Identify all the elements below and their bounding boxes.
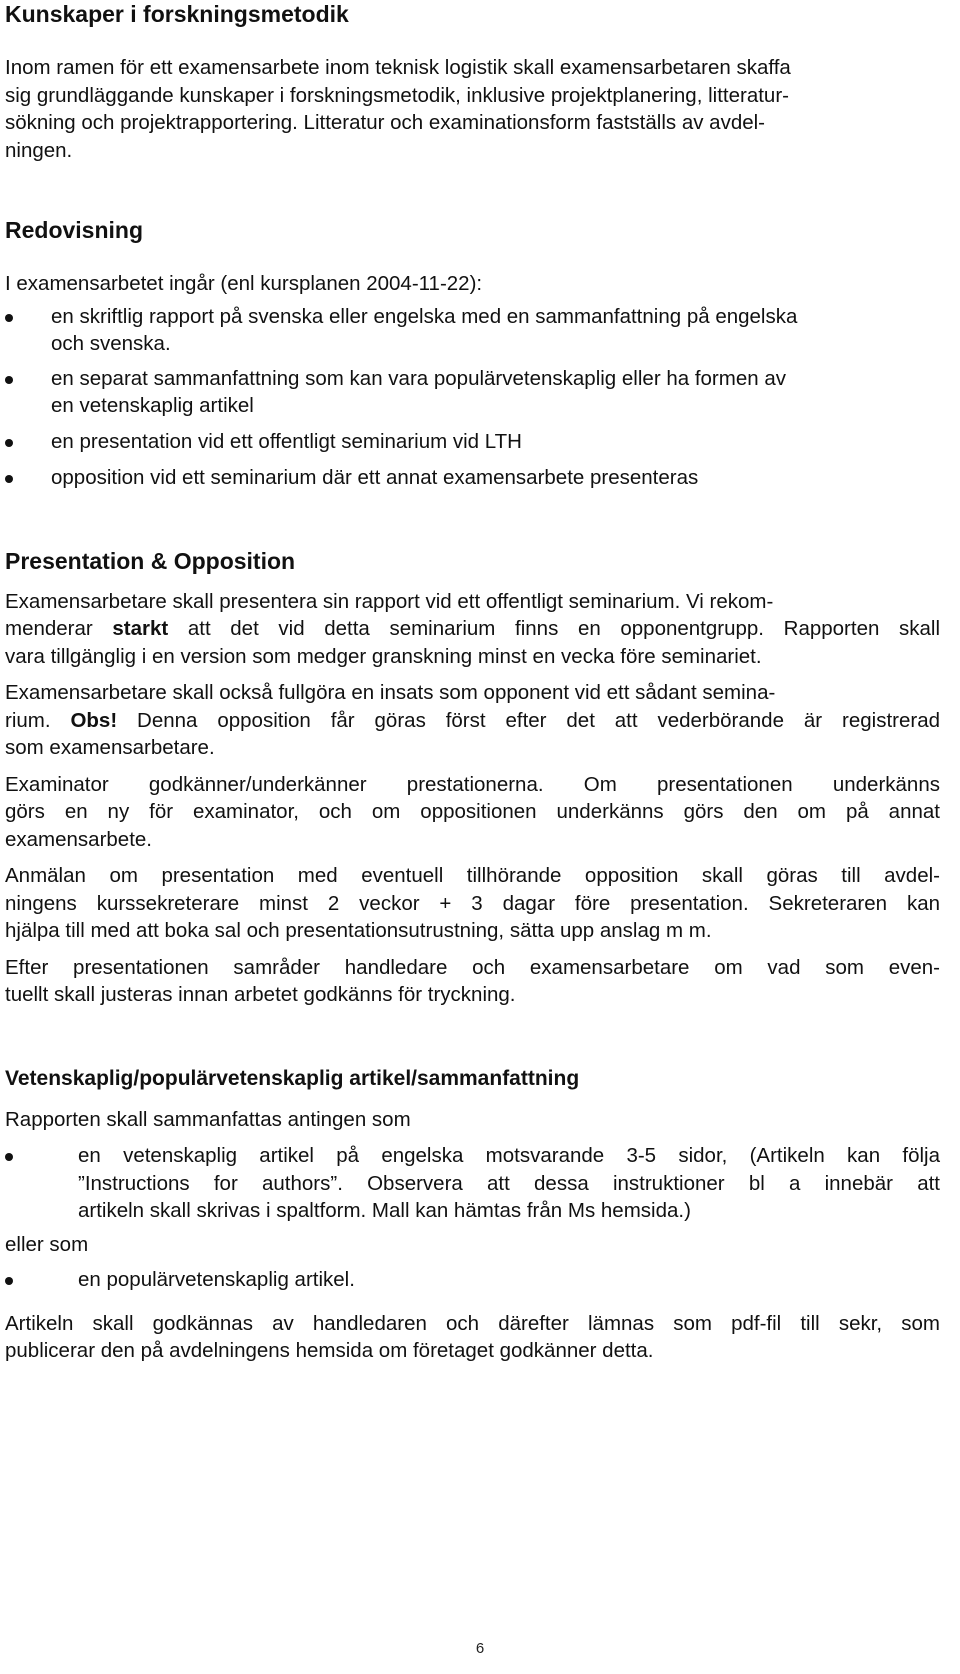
redovisning-list <box>5 303 940 492</box>
bullet-icon <box>5 376 13 384</box>
page-number: 6 <box>475 1640 485 1657</box>
presentation-paragraph-5: Efter presentationen samråder handledare och examensarbetare om vad som even- tuellt skall justeras innan arbetet godkänns för tryckning. <box>5 955 940 1006</box>
heading-presentation: Presentation & Opposition <box>5 547 296 574</box>
list-item: en skriftlig rapport på svenska eller engelska med en sammanfattning på engelska och svenska. <box>5 303 940 358</box>
document-page <box>5 0 940 1365</box>
artikel-or: eller som <box>5 1232 89 1256</box>
heading-redovisning: Redovisning <box>5 217 144 243</box>
redovisning-lead: I examensarbetet ingår (enl kursplanen 2004-11-22): <box>5 272 483 295</box>
emphasis-obs: Obs! <box>70 708 118 732</box>
intro-paragraph <box>5 54 940 164</box>
list-item: en separat sammanfattning som kan vara populärvetenskaplig eller ha formen av en vetenskaplig artikel <box>5 365 940 420</box>
heading-kunskaper: Kunskaper i forskningsmetodik <box>5 1 349 27</box>
list-item: en populärvetenskaplig artikel. <box>5 1266 940 1294</box>
bullet-icon <box>5 314 13 322</box>
intro-line: ningen. <box>5 138 73 162</box>
bullet-icon <box>5 1277 13 1285</box>
bullet-icon <box>5 1153 13 1161</box>
intro-line: sig grundläggande kunskaper i forskningsmetodik, inklusive projektplanering, litteratur- <box>5 83 789 107</box>
artikel-closing: Artikeln skall godkännas av handledaren och därefter lämnas som pdf-fil till sekr, som publicerar den på avdelningens hemsida om företaget godkänner detta. <box>5 1311 940 1362</box>
presentation-paragraph-3: Examinator godkänner/underkänner prestationerna. Om presentationen underkänns görs en ny för examinator, och om oppositionen underkänns görs den om på annat examensarbete. <box>5 772 940 851</box>
bullet-icon <box>5 439 13 447</box>
emphasis-starkt: starkt <box>112 617 169 640</box>
intro-line: Inom ramen för ett examensarbete inom teknisk logistik skall examensarbetaren skaffa <box>5 56 791 79</box>
presentation-paragraph-1: Examensarbetare skall presentera sin rapport vid ett offentligt seminarium. Vi rekom- menderar starkt att det vid detta seminarium finns en opponentgrupp. Rapporten skall vara tillgänglig i en version som medger granskning minst en vecka före seminariet. <box>5 589 941 668</box>
artikel-lead: Rapporten skall sammanfattas antingen som <box>5 1107 411 1131</box>
bullet-icon <box>5 475 13 483</box>
artikel-list-1 <box>5 1142 940 1225</box>
list-item: en presentation vid ett offentligt seminarium vid LTH <box>5 428 940 456</box>
intro-line: sökning och projektrapportering. Litteratur och examinationsform fastställs av avdel- <box>5 111 766 134</box>
list-item: en vetenskaplig artikel på engelska motsvarande 3-5 sidor, (Artikeln kan följa ”Instructions for authors”. Observera att dessa instruktioner bl a innebär att artikeln skall skrivas i spaltform. Mall kan hämtas från Ms hemsida.) <box>5 1142 940 1225</box>
heading-artikel: Vetenskaplig/populärvetenskaplig artikel/sammanfattning <box>5 1066 580 1090</box>
presentation-paragraph-2: Examensarbetare skall också fullgöra en insats som opponent vid ett sådant semina- rium. Obs! Denna opposition får göras först efter det att vederbörande är registrerad som examensarbetare. <box>5 681 940 759</box>
artikel-list-2 <box>5 1266 940 1294</box>
presentation-paragraph-4: Anmälan om presentation med eventuell tillhörande opposition skall göras till avdel- ningens kurssekreterare minst 2 veckor + 3 dagar före presentation. Sekreteraren kan hjälpa till med att boka sal och presentationsutrustning, sätta upp anslag m m. <box>5 864 940 942</box>
list-item: opposition vid ett seminarium där ett annat examensarbete presenteras <box>5 464 940 492</box>
